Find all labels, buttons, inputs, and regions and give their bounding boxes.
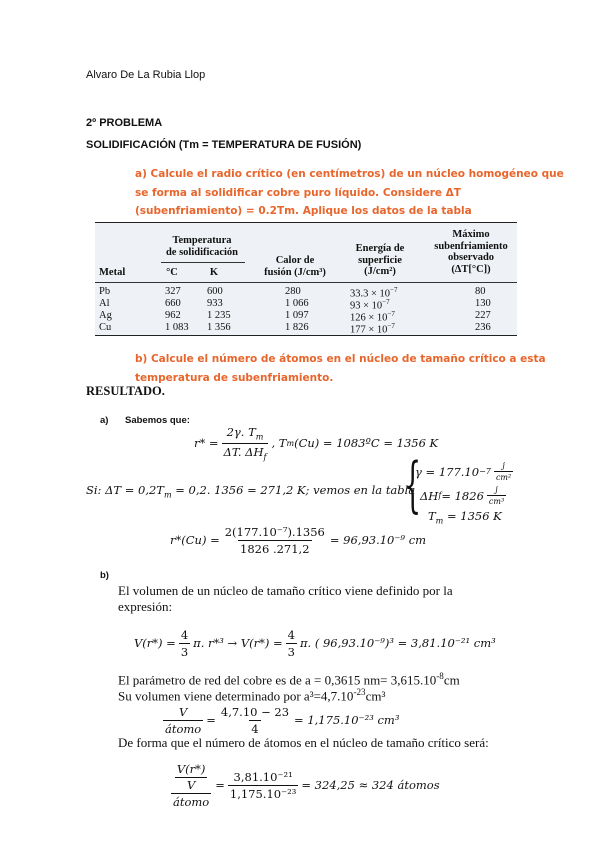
problem-subtitle: SOLIDIFICACIÓN (Tm = TEMPERATURA DE FUSIÓN) bbox=[86, 139, 362, 151]
part-a-intro: Sabemos que: bbox=[125, 415, 190, 426]
melting-temp-value: $T_m = 1356$ K bbox=[428, 509, 502, 526]
lattice-parameter-text: El parámetro de red del cobre es de a = 0,3615 $nm= 3,615.10^{-8}cm$ bbox=[118, 671, 460, 688]
question-b: b) Calcule el número de átomos en el núcleo de tamaño crítico a esta temperatura de subenfriamiento. bbox=[135, 353, 546, 384]
header-celsius: °C bbox=[166, 267, 178, 278]
table-cell-energy: $33.3 \times 10^{-7}$ bbox=[350, 286, 398, 300]
gamma-value: γ = 177.10 −7 $\frac{j}{\text{cm²}}$ bbox=[415, 461, 512, 482]
enthalpy-value: ΔH f = 1826 $\frac{j}{\text{cm³}}$ bbox=[420, 485, 505, 506]
table-cell-energy: $177 \times 10^{-7}$ bbox=[350, 322, 395, 336]
table-cell-heat: 1 097 bbox=[285, 310, 309, 321]
table-cell-energy: $93 \times 10^{-7}$ bbox=[350, 298, 390, 312]
table-cell-k: 1 235 bbox=[207, 310, 231, 321]
header-heat: Calor de fusión (J/cm³) bbox=[264, 255, 326, 278]
undercooling-line: Si: $\Delta T = 0,2T_m = 0,2$. 1356 = 271,2 K; vemos en la tabla bbox=[86, 483, 416, 500]
table-cell-dt: 236 bbox=[475, 322, 491, 333]
table-cell-heat: 1 826 bbox=[285, 322, 309, 333]
table-cell-metal: Pb bbox=[99, 286, 111, 297]
table-cell-heat: 280 bbox=[285, 286, 301, 297]
table-cell-metal: Cu bbox=[99, 322, 112, 333]
author-name: Alvaro De La Rubia Llop bbox=[86, 69, 206, 81]
critical-radius-calc: r*(Cu) = $\frac{\text{2(177.10⁻⁷).1356}}{1826 .271,2}$ = 96,93.10⁻⁹ cm bbox=[170, 524, 427, 556]
table-cell-c: 962 bbox=[165, 310, 181, 321]
brace: { bbox=[404, 450, 422, 520]
table-cell-k: 600 bbox=[207, 286, 223, 297]
result-label: RESULTADO. bbox=[86, 384, 165, 398]
question-a: a) Calcule el radio crítico (en centímetros) de un núcleo homogéneo que se forma al solidificar cobre puro líquido. Considere ΔT (subenfriamiento) = 0.2Tm. Aplique los datos de la tabla bbox=[135, 168, 564, 217]
table-cell-energy: $126 \times 10^{-7}$ bbox=[350, 310, 395, 324]
table-cell-c: 327 bbox=[165, 286, 181, 297]
atom-volume-formula: $\frac{V}{\text{átomo}}$ = $\frac{4,7.10 - 23}{4}$ = 1,175.10⁻²³ cm³ bbox=[165, 704, 400, 736]
header-max-undercooling: Máximo subenfriamiento observado (ΔT[°C]) bbox=[434, 229, 508, 275]
part-a-marker: a) bbox=[100, 415, 109, 426]
header-kelvin: K bbox=[209, 267, 219, 278]
table-cell-k: 933 bbox=[207, 298, 223, 309]
table-cell-metal: Ag bbox=[99, 310, 112, 321]
header-energy: Energía de superficie (J/cm²) bbox=[355, 243, 405, 277]
table-cell-k: 1 356 bbox=[207, 322, 231, 333]
table-cell-dt: 227 bbox=[475, 310, 491, 321]
critical-radius-formula: r* = $\frac{2\gamma. T_m}{\Delta T. \Delta H_f}$ , T m (Cu) = 1083ºC = 1356 K bbox=[194, 425, 439, 461]
atom-count-formula: V(r*) V átomo = $\frac{\text{3,81.10⁻²¹}}{\text{1,175.10⁻²³}}$ = 324,25 ≈ 324 átomos bbox=[173, 761, 440, 809]
table-cell-dt: 130 bbox=[475, 298, 491, 309]
table-cell-heat: 1 066 bbox=[285, 298, 309, 309]
problem-title: 2º PROBLEMA bbox=[86, 117, 163, 129]
part-b-text2: expresión: bbox=[118, 599, 173, 614]
table-cell-c: 660 bbox=[165, 298, 181, 309]
nucleus-volume-formula: V(r*) = $\frac{4}{3}$ π. r*³ → V(r*) = $\frac{4}{3}$ π. ( 96,93.10⁻⁹)³ = 3,81.10⁻²¹ cm³ bbox=[134, 627, 496, 659]
part-b-text1: El volumen de un núcleo de tamaño crítico viene definido por la bbox=[118, 583, 453, 598]
table-cell-metal: Al bbox=[99, 298, 110, 309]
materials-table bbox=[95, 222, 517, 336]
part-b-marker: b) bbox=[100, 570, 109, 581]
conclusion-text: De forma que el número de átomos en el núcleo de tamaño crítico será: bbox=[118, 735, 489, 750]
header-temperature: Temperatura de solidificación bbox=[165, 235, 239, 258]
table-cell-c: 1 083 bbox=[165, 322, 189, 333]
table-cell-dt: 80 bbox=[475, 286, 486, 297]
header-metal: Metal bbox=[99, 267, 126, 278]
cell-volume-text: Su volumen viene determinado por $a^3=4,7.10^{-23}cm^3$ bbox=[118, 687, 386, 704]
